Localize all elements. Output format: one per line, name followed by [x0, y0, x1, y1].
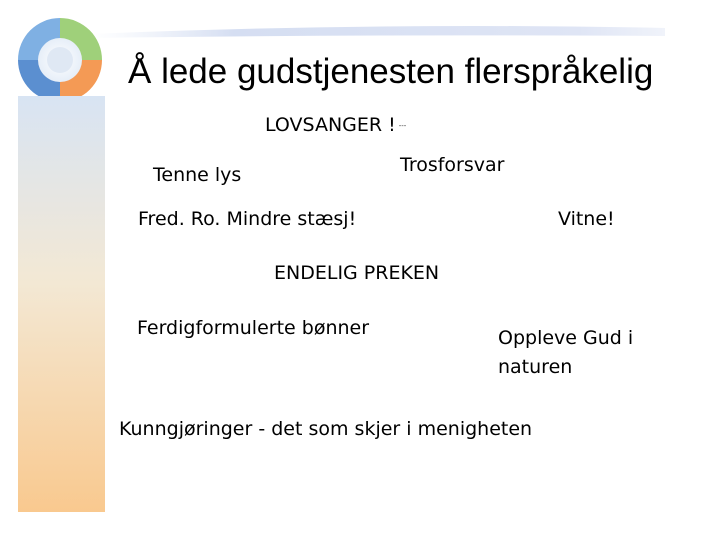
item-oppleve-line1: Oppleve Gud i — [498, 327, 634, 349]
item-endelig-preken: ENDELIG PREKEN — [274, 262, 440, 284]
item-kunngjoringer: Kunngjøringer - det som skjer i menigheten — [119, 418, 533, 440]
item-trosforsvar: Trosforsvar — [400, 154, 505, 176]
item-lovsanger-mark: --- — [398, 121, 407, 130]
item-fred-ro: Fred. Ro. Mindre stæsj! — [138, 208, 357, 230]
item-ferdigformulerte: Ferdigformulerte bønner — [137, 317, 370, 339]
item-oppleve-gud — [498, 324, 633, 382]
item-vitne: Vitne! — [558, 208, 615, 230]
item-tenne-lys: Tenne lys — [153, 164, 242, 186]
item-lovsanger — [265, 114, 406, 136]
slide-title: Å lede gudstjenesten flerspråkelig — [128, 52, 654, 91]
item-lovsanger-label: LOVSANGER ! — [265, 114, 396, 136]
item-oppleve-line2: naturen — [498, 356, 573, 378]
sidebar-gradient-bar — [18, 96, 105, 512]
header-swoosh — [90, 20, 665, 44]
